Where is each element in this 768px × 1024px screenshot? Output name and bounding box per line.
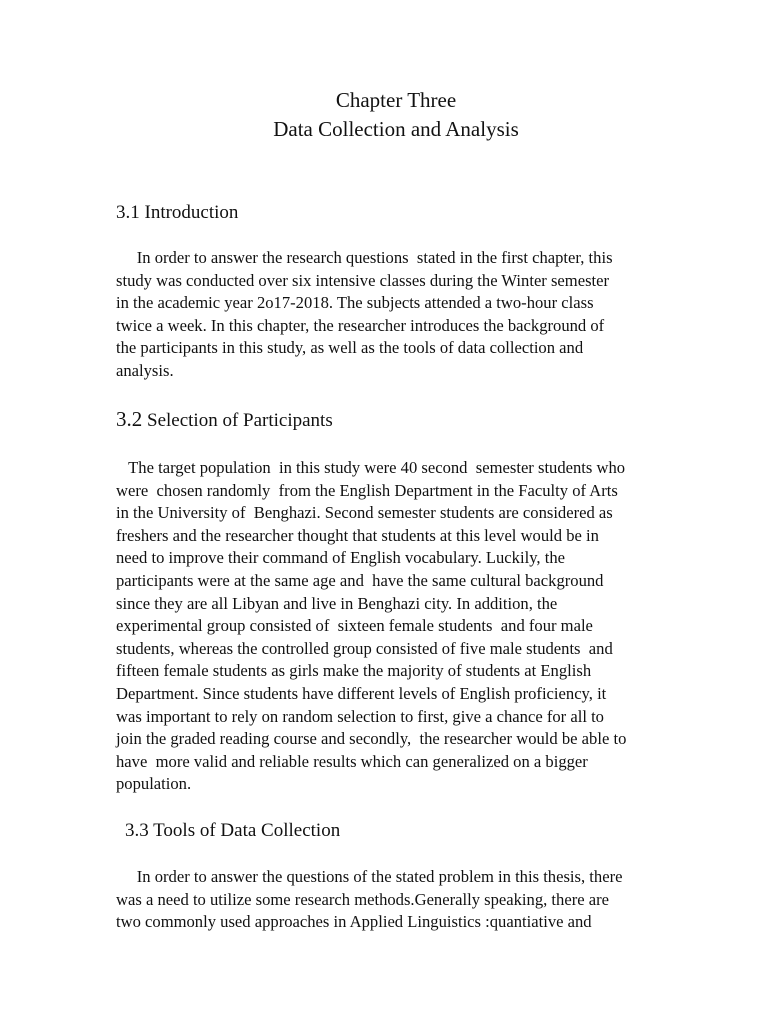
paragraph-line: since they are all Libyan and live in Benghazi city. In addition, the bbox=[116, 593, 558, 613]
paragraph-line: In order to answer the questions of the stated problem in this thesis, there bbox=[116, 867, 623, 886]
paragraph-line: were chosen randomly from the English Department in the Faculty of Arts bbox=[116, 480, 618, 500]
paragraph-line: fifteen female students as girls make the majority of students at English bbox=[116, 661, 592, 681]
paragraph-introduction bbox=[116, 247, 696, 383]
section-heading-tools-of-data-collection: 3.3 Tools of Data Collection bbox=[125, 820, 341, 841]
paragraph-line: study was conducted over six intensive classes during the Winter semester bbox=[116, 270, 610, 290]
paragraph-line: need to improve their command of English vocabulary. Luckily, the bbox=[116, 548, 565, 568]
paragraph-line: in the University of Benghazi. Second semester students are considered as bbox=[116, 503, 613, 523]
paragraph-line: analysis. bbox=[116, 360, 174, 380]
paragraph-line: Department. Since students have different levels of English proficiency, it bbox=[116, 683, 607, 703]
chapter-header bbox=[0, 86, 768, 144]
paragraph-line: freshers and the researcher thought that students at this level would be in bbox=[116, 525, 599, 545]
paragraph-tools-of-data-collection bbox=[116, 866, 696, 934]
paragraph-line: in the academic year 2o17-2018. The subjects attended a two-hour class bbox=[116, 293, 594, 313]
chapter-title: Data Collection and Analysis bbox=[273, 117, 519, 141]
paragraph-line: twice a week. In this chapter, the researcher introduces the background of bbox=[116, 315, 605, 335]
paragraph-line: experimental group consisted of sixteen female students and four male bbox=[116, 616, 593, 636]
paragraph-line: the participants in this study, as well as the tools of data collection and bbox=[116, 338, 584, 358]
paragraph-line: participants were at the same age and have the same cultural background bbox=[116, 570, 604, 590]
section-title: Selection of Participants bbox=[142, 410, 333, 431]
paragraph-line: population. bbox=[116, 774, 192, 794]
paragraph-line: have more valid and reliable results which can generalized on a bigger bbox=[116, 751, 588, 771]
section-number: 3.2 bbox=[116, 407, 143, 431]
paragraph-line: In order to answer the research questions stated in the first chapter, this bbox=[116, 248, 613, 267]
section-heading-introduction: 3.1 Introduction bbox=[116, 202, 239, 223]
paragraph-line: join the graded reading course and secondly, the researcher would be able to bbox=[116, 729, 627, 749]
paragraph-line: was important to rely on random selection to first, give a chance for all to bbox=[116, 706, 604, 726]
chapter-number: Chapter Three bbox=[335, 88, 457, 112]
paragraph-selection-of-participants bbox=[116, 457, 696, 796]
paragraph-line: students, whereas the controlled group consisted of five male students and bbox=[116, 638, 613, 658]
paragraph-line: two commonly used approaches in Applied Linguistics :quantiative and bbox=[116, 912, 592, 932]
section-heading-selection-of-participants bbox=[116, 407, 333, 433]
paragraph-line: The target population in this study were 40 second semester students who bbox=[116, 458, 626, 477]
paragraph-line: was a need to utilize some research methods.Generally speaking, there are bbox=[116, 889, 609, 909]
